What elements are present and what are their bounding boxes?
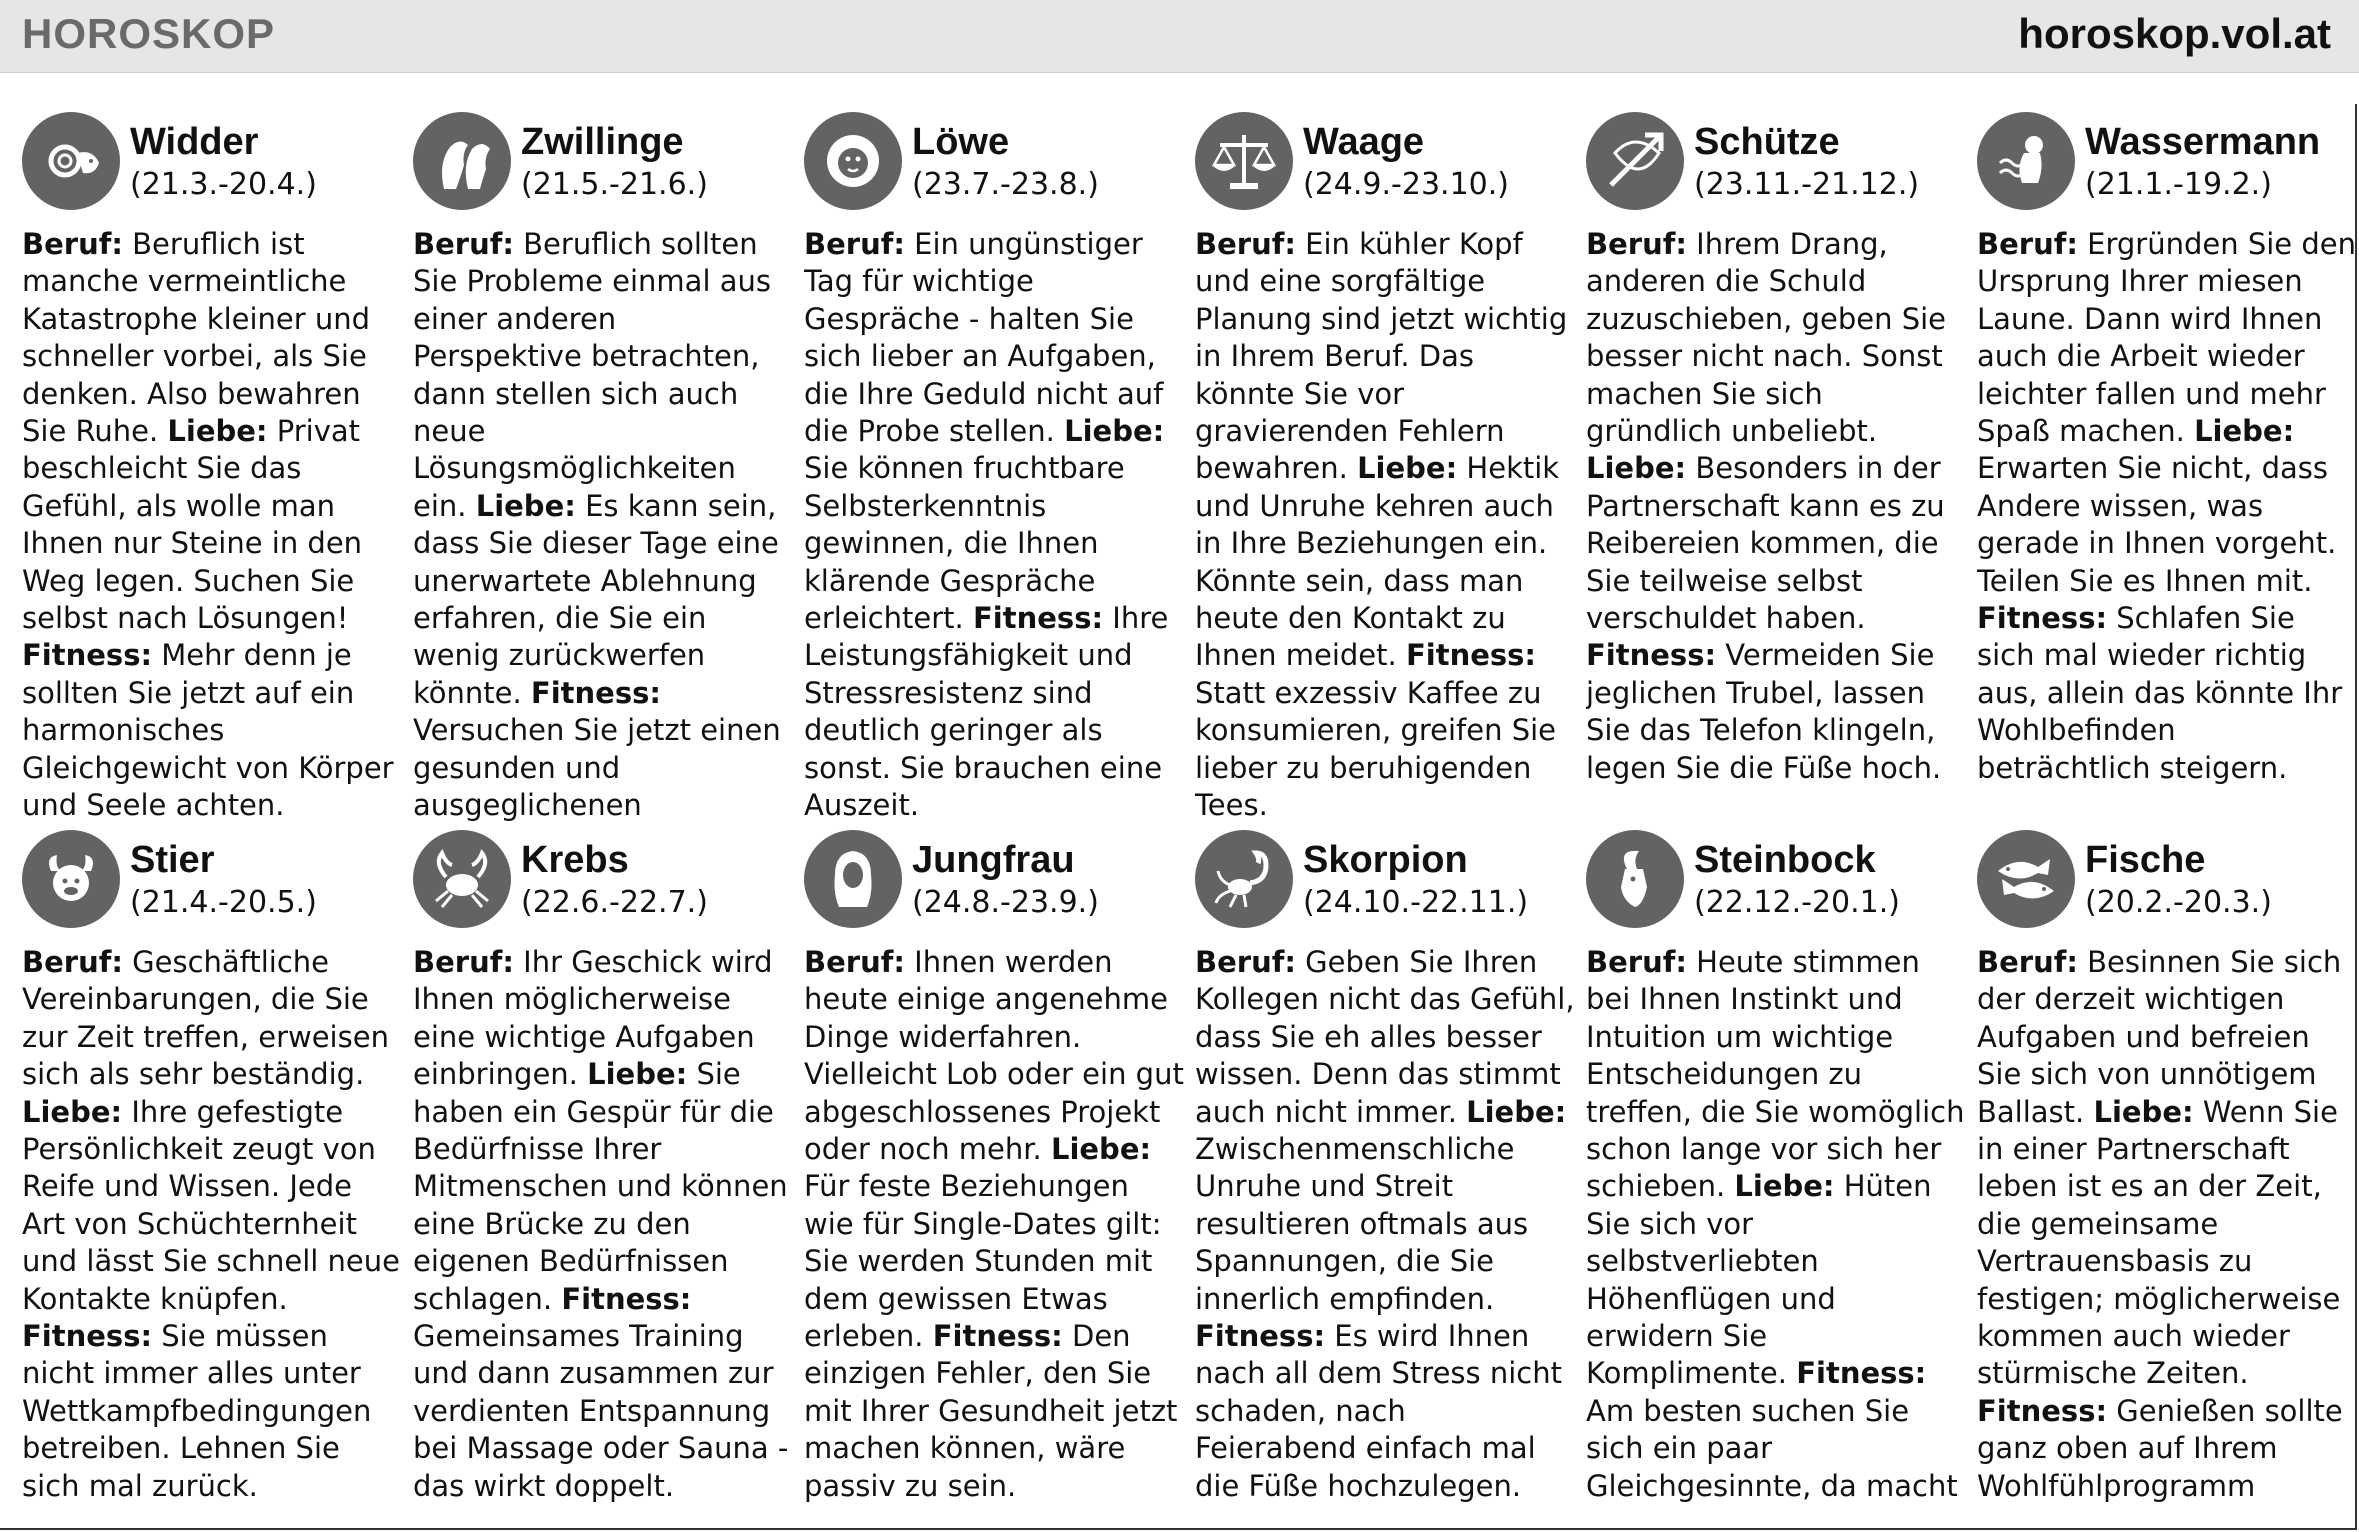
sign-card-2 [804, 108, 1194, 826]
sign-dates: (21.4.-20.5.) [130, 885, 317, 920]
fitness-text: Es wird Ihnen nach all dem Stress nicht schaden, nach Feierabend einfach mal die Füße hochzulegen. [1195, 1319, 1562, 1503]
fitness-label: Fitness: [1977, 1393, 2108, 1428]
sign-dates: (21.1.-19.2.) [2085, 167, 2272, 202]
sign-dates: (21.5.-21.6.) [521, 167, 708, 202]
virgin-icon [804, 830, 902, 928]
fitness-text: Statt exzessiv Kaffee zu konsumieren, greifen Sie lieber zu beruhigenden Tees. [1195, 675, 1557, 823]
liebe-label: Liebe: [1064, 414, 1165, 449]
beruf-text: Geben Sie Ihren Kollegen nicht das Gefühl, dass Sie eh alles besser wissen. Denn das stimmt auch nicht immer. [1195, 945, 1575, 1129]
bull-icon [22, 830, 120, 928]
sign-dates: (24.8.-23.9.) [912, 885, 1099, 920]
beruf-label: Beruf: [1586, 945, 1687, 979]
beruf-label: Beruf: [1195, 945, 1296, 979]
sign-card-9 [1195, 826, 1585, 1506]
sign-dates: (21.3.-20.4.) [130, 167, 317, 202]
scorpion-icon [1195, 830, 1293, 928]
liebe-text: Erwarten Sie nicht, dass Andere wissen, was gerade in Ihnen vorgeht. Teilen Sie es Ihnen mit. [1977, 451, 2337, 598]
horoscope-text [1586, 944, 1966, 1506]
horoscope-text [1977, 226, 2357, 787]
fitness-label: Fitness: [1796, 1356, 1927, 1391]
sign-dates: (22.6.-22.7.) [521, 885, 708, 920]
horoscope-text [804, 944, 1184, 1505]
beruf-text: Heute stimmen bei Ihnen Instinkt und Intuition um wichtige Entscheidungen zu treffen, die Sie womöglich schon lange vor sich her schieben. [1586, 945, 1965, 1204]
sign-card-11 [1977, 826, 2359, 1506]
fitness-label: Fitness: [530, 675, 661, 710]
ibex-icon [1586, 830, 1684, 928]
ram-icon [22, 112, 120, 210]
beruf-text: Ihrem Drang, anderen die Schuld zuzuschieben, geben Sie besser nicht nach. Sonst machen Sie sich gründlich unbeliebt. [1586, 227, 1947, 449]
liebe-text: Ihre gefestigte Persönlichkeit zeugt von Reife und Wissen. Jede Art von Schüchternheit und lässt Sie schnell neue Kontakte knüpfen. [22, 1094, 400, 1316]
sign-name: Schütze [1694, 121, 1840, 163]
liebe-label: Liebe: [587, 1057, 688, 1092]
beruf-text: Ihnen werden heute einige angenehme Dinge widerfahren. Vielleicht Lob oder ein gut abgeschlossenes Projekt oder noch mehr. [804, 945, 1184, 1167]
beruf-label: Beruf: [22, 227, 123, 261]
beruf-text: Ein kühler Kopf und eine sorgfältige Planung sind jetzt wichtig in Ihrem Beruf. Das könnte Sie vor gravierenden Fehlern bewahren. [1195, 227, 1568, 486]
header-bar [0, 0, 2359, 73]
beruf-label: Beruf: [413, 227, 514, 261]
sign-dates: (24.10.-22.11.) [1303, 885, 1529, 920]
liebe-text: Hektik und Unruhe kehren auch in Ihre Beziehungen ein. Könnte sein, dass man heute den Kontakt zu Ihnen meidet. [1195, 451, 1560, 673]
sign-card-5 [1977, 108, 2359, 826]
fitness-label: Fitness: [22, 1319, 153, 1354]
liebe-label: Liebe: [1734, 1169, 1835, 1204]
scales-icon [1195, 112, 1293, 210]
fitness-label: Fitness: [22, 638, 153, 673]
horoscope-text [1977, 944, 2357, 1506]
beruf-label: Beruf: [804, 227, 905, 261]
liebe-text: Es kann sein, dass Sie dieser Tage eine unerwartete Ablehnung erfahren, die Sie ein wenig zurückwerfen könnte. [413, 488, 779, 710]
fitness-text: Ihre Leistungsfähigkeit und Stressresistenz sind deutlich geringer als sonst. Sie brauchen eine Auszeit. [804, 601, 1169, 823]
sign-name: Widder [130, 121, 259, 163]
fitness-label: Fitness: [1405, 638, 1537, 673]
twins-icon [413, 112, 511, 210]
sign-card-4 [1586, 108, 1976, 826]
beruf-label: Beruf: [1586, 227, 1687, 261]
liebe-label: Liebe: [1466, 1094, 1567, 1129]
beruf-label: Beruf: [1977, 945, 2078, 979]
beruf-text: Beruflich sollten Sie Probleme einmal aus einer anderen Perspektive betrachten, dann stellen sich auch neue Lösungsmöglichkeiten ein. [413, 227, 771, 523]
fish-icon [1977, 830, 2075, 928]
sign-card-7 [413, 826, 803, 1506]
liebe-text: Sie haben ein Gespür für die Bedürfnisse Ihrer Mitmenschen und können eine Brücke zu den eigenen Bedürfnissen schlagen. [413, 1057, 788, 1316]
fitness-text: Vermeiden Sie jeglichen Trubel, lassen Sie das Telefon klingeln, legen Sie die Füße hoch. [1586, 638, 1942, 785]
liebe-label: Liebe: [1357, 451, 1458, 486]
fitness-text: Am besten suchen Sie sich ein paar Gleichgesinnte, da macht [1586, 1393, 1958, 1503]
sign-name: Fische [2085, 839, 2206, 881]
fitness-label: Fitness: [973, 601, 1104, 636]
sign-name: Steinbock [1694, 839, 1876, 881]
fitness-label: Fitness: [1586, 638, 1717, 673]
beruf-label: Beruf: [413, 945, 514, 979]
liebe-text: Privat beschleicht Sie das Gefühl, als wolle man Ihnen nur Steine in den Weg legen. Suchen Sie selbst nach Lösungen! [22, 414, 363, 636]
sign-name: Skorpion [1303, 839, 1468, 881]
fitness-label: Fitness: [561, 1281, 692, 1316]
sign-name: Wassermann [2085, 121, 2321, 163]
sign-name: Krebs [521, 839, 629, 881]
horoscope-text [22, 226, 402, 825]
site-url: horoskop.vol.at [2018, 10, 2331, 57]
beruf-text: Ihr Geschick wird Ihnen möglicherweise eine wichtige Aufgaben einbringen. [413, 945, 773, 1092]
fitness-text: Den einzigen Fehler, den Sie mit Ihrer Gesundheit jetzt machen können, wäre passiv zu sein. [804, 1319, 1178, 1503]
liebe-label: Liebe: [1586, 451, 1687, 486]
liebe-text: Besonders in der Partnerschaft kann es zu Reibereien kommen, die Sie teilweise selbst verschuldet haben. [1586, 451, 1945, 636]
sign-name: Zwillinge [521, 121, 684, 163]
crab-icon [413, 830, 511, 928]
liebe-text: Wenn Sie in einer Partnerschaft leben ist es an der Zeit, die gemeinsame Vertrauensbasis zu festigen; möglicherweise kommen auch wieder stürmische Zeiten. [1977, 1094, 2341, 1391]
beruf-text: Beruflich ist manche vermeintliche Katastrophe kleiner und schneller vorbei, als Sie denken. Also bewahren Sie Ruhe. [22, 227, 371, 449]
section-title: HOROSKOP [22, 10, 276, 57]
fitness-text: Mehr denn je sollten Sie jetzt auf ein harmonisches Gleichgewicht von Körper und Seele achten. [22, 638, 394, 823]
horoscope-text [413, 226, 793, 826]
liebe-text: Für feste Beziehungen wie für Single-Dates gilt: Sie werden Stunden mit dem gewissen Etwas erleben. [804, 1169, 1162, 1354]
fitness-label: Fitness: [1195, 1319, 1326, 1354]
liebe-text: Zwischenmenschliche Unruhe und Streit resultieren oftmals aus Spannungen, die Sie innerlich empfinden. [1195, 1132, 1529, 1316]
horoscope-text [1195, 944, 1575, 1505]
liebe-text: Sie können fruchtbare Selbsterkenntnis gewinnen, die Ihnen klärende Gespräche erleichtert. [804, 451, 1125, 636]
archer-icon [1586, 112, 1684, 210]
fitness-text: Schlafen Sie sich mal wieder richtig aus, allein das könnte Ihr Wohlbefinden beträchtlich steigern. [1977, 601, 2343, 785]
sign-dates: (23.11.-21.12.) [1694, 167, 1920, 202]
fitness-text: Gemeinsames Training und dann zusammen zur verdienten Entspannung bei Massage oder Sauna - das wirkt doppelt. [413, 1319, 789, 1503]
fitness-text: Genießen sollte ganz oben auf Ihrem Wohlfühlprogramm [1977, 1393, 2343, 1503]
lion-icon [804, 112, 902, 210]
beruf-label: Beruf: [804, 945, 905, 979]
fitness-text: Sie müssen nicht immer alles unter Wettkampfbedingungen betreiben. Lehnen Sie sich mal zurück. [22, 1319, 372, 1503]
liebe-label: Liebe: [22, 1094, 123, 1129]
liebe-text: Hüten Sie sich vor selbstverliebten Höhenflügen und erwidern Sie Komplimente. [1586, 1169, 1932, 1391]
liebe-label: Liebe: [2194, 414, 2295, 449]
sign-name: Löwe [912, 121, 1010, 163]
horoscope-grid [22, 108, 2359, 1506]
beruf-label: Beruf: [1977, 227, 2078, 261]
horoscope-text [804, 226, 1184, 825]
horoscope-text [413, 944, 793, 1505]
liebe-label: Liebe: [2093, 1094, 2194, 1129]
horoscope-text [1195, 226, 1575, 825]
beruf-text: Besinnen Sie sich der derzeit wichtigen Aufgaben und befreien Sie sich von unnötigem Ballast. [1977, 945, 2342, 1129]
sign-card-6 [22, 826, 412, 1506]
fitness-label: Fitness: [1977, 601, 2108, 636]
fitness-label: Fitness: [932, 1319, 1063, 1354]
sign-name: Stier [130, 839, 215, 881]
sign-dates: (22.12.-20.1.) [1694, 885, 1900, 920]
fitness-text: Versuchen Sie jetzt einen gesunden und ausgeglichenen [413, 713, 781, 823]
beruf-label: Beruf: [1195, 227, 1296, 261]
sign-name: Jungfrau [912, 839, 1075, 881]
liebe-label: Liebe: [167, 414, 268, 449]
sign-card-1 [413, 108, 803, 826]
sign-card-3 [1195, 108, 1585, 826]
beruf-text: Geschäftliche Vereinbarungen, die Sie zur Zeit treffen, erweisen sich als sehr beständig. [22, 945, 389, 1092]
water-bearer-icon [1977, 112, 2075, 210]
sign-card-0 [22, 108, 412, 826]
sign-dates: (24.9.-23.10.) [1303, 167, 1509, 202]
horoscope-text [22, 944, 402, 1505]
beruf-label: Beruf: [22, 945, 123, 979]
sign-dates: (20.2.-20.3.) [2085, 885, 2272, 920]
sign-card-10 [1586, 826, 1976, 1506]
horoscope-text [1586, 226, 1966, 787]
beruf-text: Ein ungünstiger Tag für wichtige Gespräche - halten Sie sich lieber an Aufgaben, die Ihre Geduld nicht auf die Probe stellen. [804, 227, 1164, 449]
sign-name: Waage [1303, 121, 1425, 163]
sign-dates: (23.7.-23.8.) [912, 167, 1099, 202]
beruf-text: Ergründen Sie den Ursprung Ihrer miesen Laune. Dann wird Ihnen auch die Arbeit wieder leichter fallen und mehr Spaß machen. [1977, 227, 2356, 449]
liebe-label: Liebe: [475, 488, 576, 523]
sign-card-8 [804, 826, 1194, 1506]
liebe-label: Liebe: [1050, 1132, 1152, 1167]
